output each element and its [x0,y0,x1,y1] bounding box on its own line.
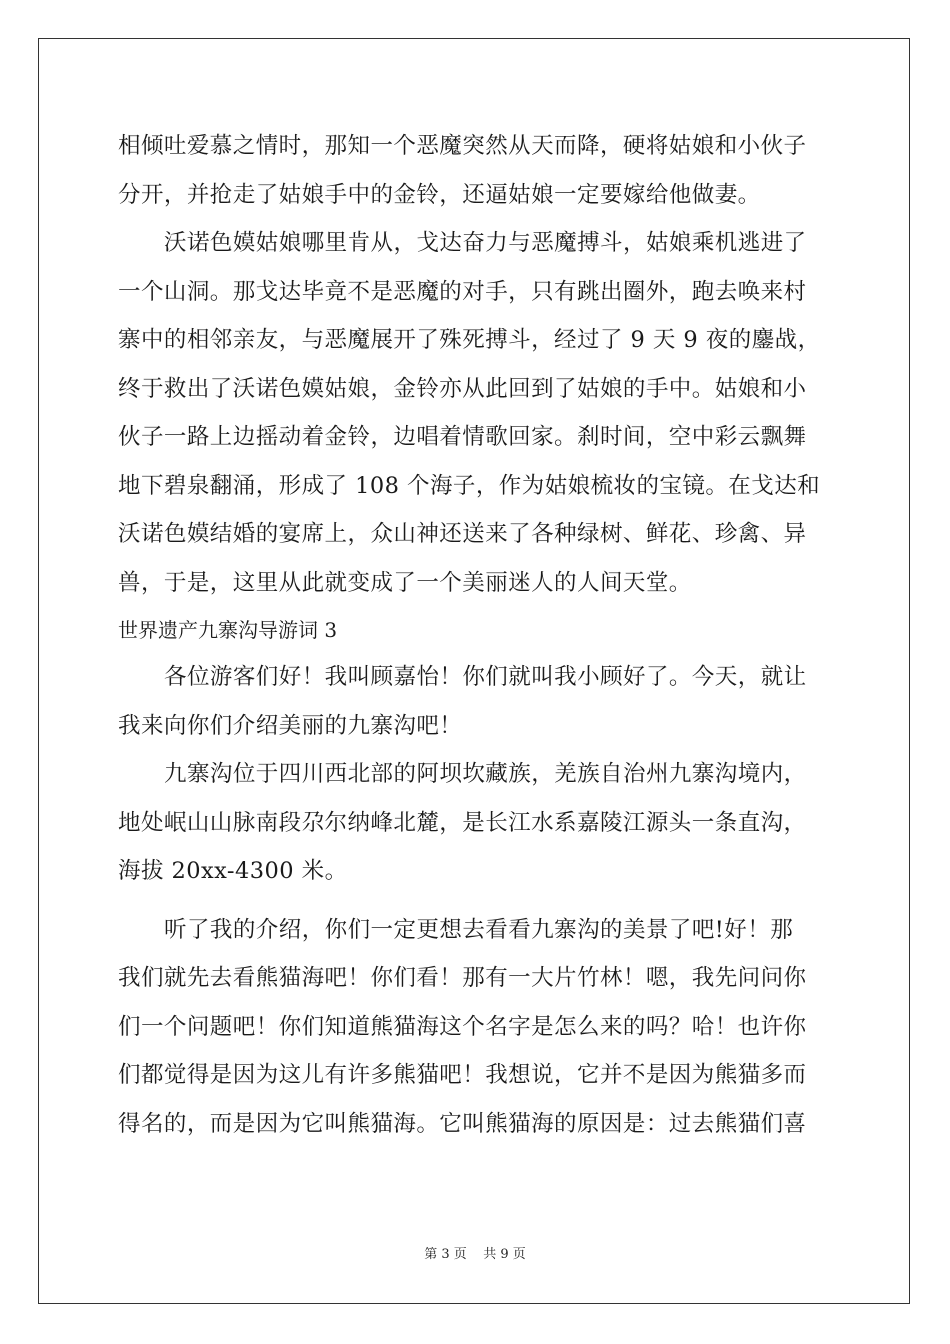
paragraph-line: 我们就先去看熊猫海吧！你们看！那有一大片竹林！嗯，我先问问你 [118,965,807,991]
paragraph-line: 分开，并抢走了姑娘手中的金铃，还逼姑娘一定要嫁给他做妻。 [118,181,761,208]
paragraph-line: 各位游客们好！我叫顾嘉怡！你们就叫我小顾好了。今天，就让 [164,664,807,690]
page-number-footer: 第 3 页 共 9 页 [424,1247,526,1262]
paragraph-line: 一个山洞。那戈达毕竟不是恶魔的对手，只有跳出圈外，跑去唤来村 [118,278,807,305]
paragraph-line: 终于救出了沃诺色嫫姑娘，金铃亦从此回到了姑娘的手中。姑娘和小 [118,375,807,402]
paragraph-line: 寨中的相邻亲友，与恶魔展开了殊死搏斗，经过了 9 天 9 夜的鏖战， [118,327,821,353]
paragraph-line: 地下碧泉翻涌，形成了 108 个海子，作为姑娘梳妆的宝镜。在戈达和 [118,472,821,499]
paragraph-line: 得名的，而是因为它叫熊猫海。它叫熊猫海的原因是：过去熊猫们喜 [118,1110,807,1137]
paragraph-line: 们都觉得是因为这儿有许多熊猫吧！我想说，它并不是因为熊猫多而 [118,1062,807,1088]
section-heading: 世界遗产九寨沟导游词 3 [118,618,338,642]
paragraph-line: 沃诺色嫫结婚的宴席上，众山神还送来了各种绿树、鲜花、珍禽、异 [118,521,807,547]
paragraph-line: 沃诺色嫫姑娘哪里肯从，戈达奋力与恶魔搏斗，姑娘乘机逃进了 [164,230,807,256]
paragraph-line: 兽，于是，这里从此就变成了一个美丽迷人的人间天堂。 [118,569,692,596]
paragraph-line: 相倾吐爱慕之情时，那知一个恶魔突然从天而降，硬将姑娘和小伙子 [118,133,807,159]
paragraph-line: 听了我的介绍，你们一定更想去看看九寨沟的美景了吧!好！那 [164,916,794,943]
paragraph-line: 伙子一路上边摇动着金铃，边唱着情歌回家。刹时间，空中彩云飘舞 [118,424,807,450]
document-body [118,122,834,1148]
paragraph-line: 九寨沟位于四川西北部的阿坝坎藏族，羌族自治州九寨沟境内， [164,761,807,787]
paragraph-line: 们一个问题吧！你们知道熊猫海这个名字是怎么来的吗？哈！也许你 [118,1013,807,1040]
paragraph-line: 海拔 20xx-4300 米。 [118,858,348,884]
paragraph-line: 我来向你们介绍美丽的九寨沟吧！ [118,712,463,739]
paragraph-line: 地处岷山山脉南段尕尔纳峰北麓，是长江水系嘉陵江源头一条直沟， [118,809,807,836]
